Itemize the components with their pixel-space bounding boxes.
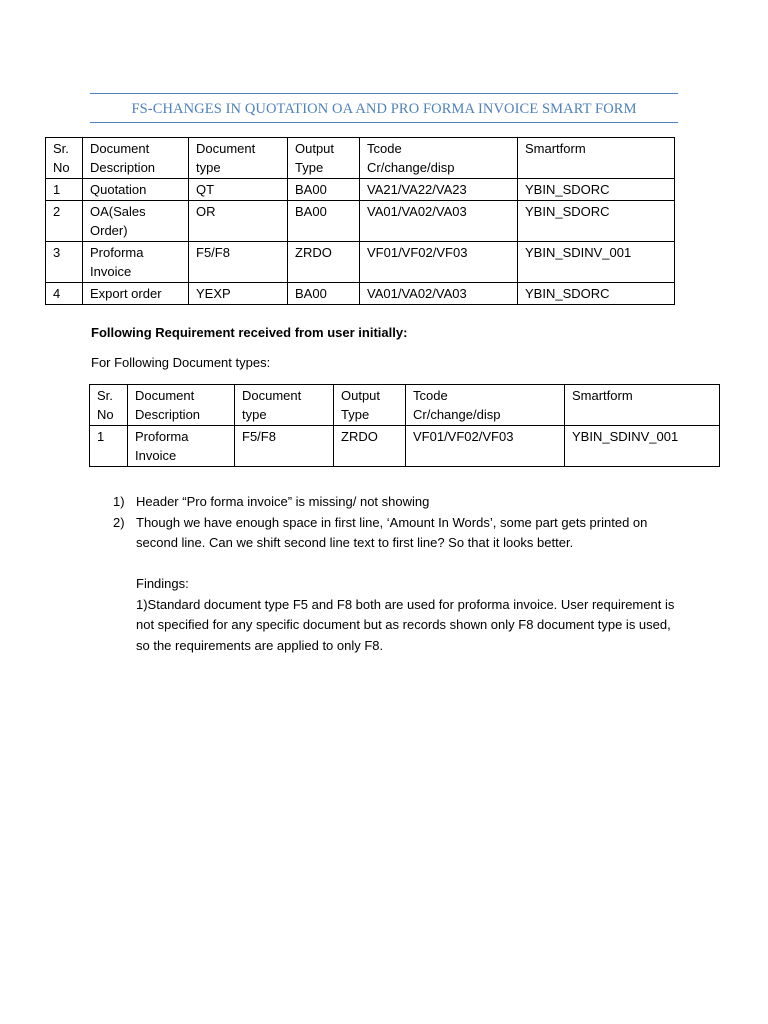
header-smartform: Smartform [518, 138, 675, 179]
list-item-text: Though we have enough space in first line, ‘Amount In Words’, some part gets printed on second line. Can we shift second line text to first line? So that it looks better. [136, 514, 648, 551]
doc-types-label: For Following Document types: [91, 355, 271, 370]
cell-type: F5/F8 [189, 242, 288, 283]
cell-smartform: YBIN_SDORC [518, 283, 675, 305]
cell-sr: 2 [46, 201, 83, 242]
list-item [113, 513, 673, 554]
cell-tcode: VA01/VA02/VA03 [360, 201, 518, 242]
cell-smartform: YBIN_SDORC [518, 179, 675, 201]
header-smartform: Smartform [565, 385, 720, 426]
table-row [46, 201, 675, 242]
cell-description: OA(Sales Order) [83, 201, 189, 242]
table-row [46, 242, 675, 283]
document-types-table [45, 137, 675, 305]
cell-type: YEXP [189, 283, 288, 305]
cell-output: ZRDO [334, 426, 406, 467]
cell-description: Proforma Invoice [128, 426, 235, 467]
cell-tcode: VA01/VA02/VA03 [360, 283, 518, 305]
cell-description: Export order [83, 283, 189, 305]
findings-section [136, 574, 676, 656]
cell-tcode: VF01/VF02/VF03 [406, 426, 565, 467]
header-document-type: Document type [235, 385, 334, 426]
cell-output: ZRDO [288, 242, 360, 283]
table-row [46, 179, 675, 201]
list-item-number: 1) [113, 494, 125, 509]
findings-text: 1)Standard document type F5 and F8 both are used for proforma invoice. User requirement is not specified for any specific document but as records shown only F8 document type is used, so the requirements are applied to only F8. [136, 596, 675, 653]
header-output-type: Output Type [288, 138, 360, 179]
list-item-text: Header “Pro forma invoice” is missing/ not showing [136, 494, 430, 509]
cell-smartform: YBIN_SDORC [518, 201, 675, 242]
cell-type: OR [189, 201, 288, 242]
title-rule [90, 93, 678, 123]
document-title: FS-CHANGES IN QUOTATION OA AND PRO FORMA INVOICE SMART FORM [131, 101, 637, 117]
list-item-number: 2) [113, 514, 125, 530]
requirements-list [113, 492, 673, 554]
header-document-description: Document Description [83, 138, 189, 179]
cell-sr: 3 [46, 242, 83, 283]
findings-heading: Findings: [136, 576, 189, 591]
header-document-description: Document Description [128, 385, 235, 426]
cell-description: Quotation [83, 179, 189, 201]
list-item [113, 492, 673, 513]
cell-type: F5/F8 [235, 426, 334, 467]
cell-output: BA00 [288, 283, 360, 305]
table-header-row [46, 138, 675, 179]
cell-smartform: YBIN_SDINV_001 [518, 242, 675, 283]
cell-output: BA00 [288, 179, 360, 201]
cell-description: Proforma Invoice [83, 242, 189, 283]
table-header-row [90, 385, 720, 426]
requirement-heading: Following Requirement received from user initially: [91, 325, 408, 340]
header-document-type: Document type [189, 138, 288, 179]
cell-tcode: VF01/VF02/VF03 [360, 242, 518, 283]
cell-output: BA00 [288, 201, 360, 242]
header-output-type: Output Type [334, 385, 406, 426]
header-tcode: Tcode Cr/change/disp [406, 385, 565, 426]
cell-sr: 1 [90, 426, 128, 467]
table-row [90, 426, 720, 467]
cell-sr: 4 [46, 283, 83, 305]
cell-tcode: VA21/VA22/VA23 [360, 179, 518, 201]
header-sr-no: Sr. No [90, 385, 128, 426]
cell-smartform: YBIN_SDINV_001 [565, 426, 720, 467]
cell-type: QT [189, 179, 288, 201]
cell-sr: 1 [46, 179, 83, 201]
header-sr-no: Sr. No [46, 138, 83, 179]
requirement-document-types-table [89, 384, 720, 467]
header-tcode: Tcode Cr/change/disp [360, 138, 518, 179]
table-row [46, 283, 675, 305]
